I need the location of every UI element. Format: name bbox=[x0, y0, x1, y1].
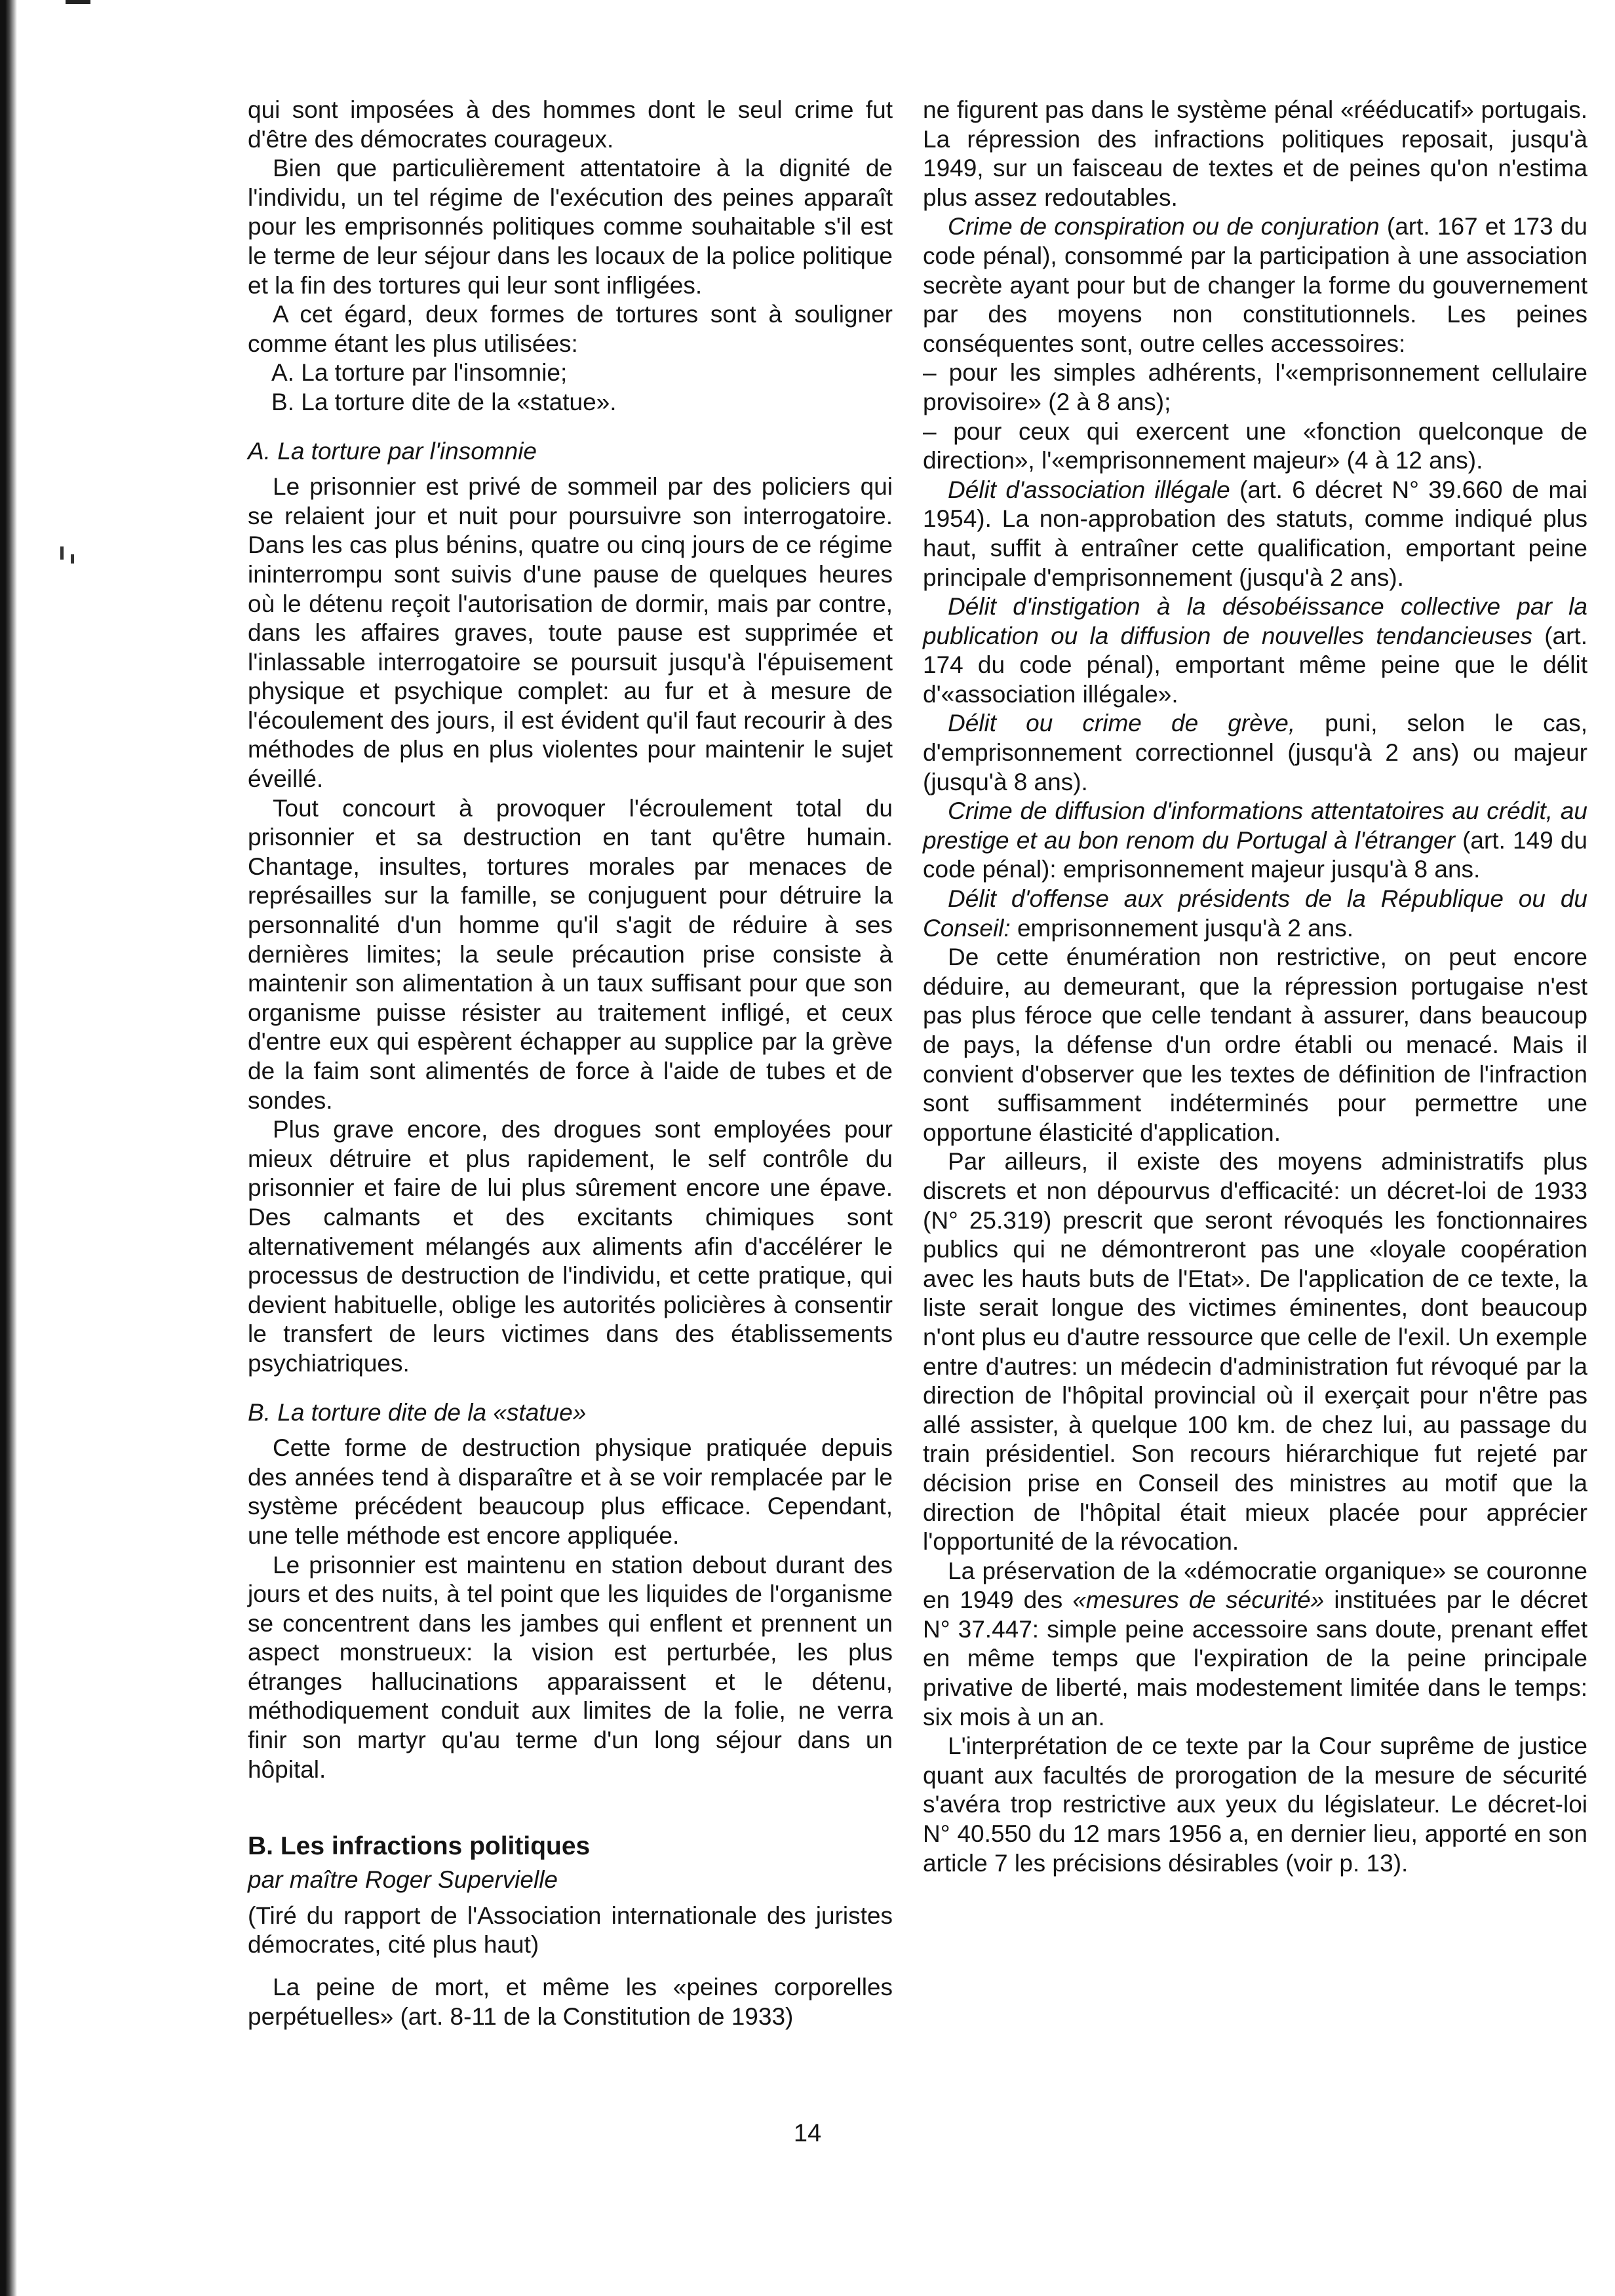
paragraph bbox=[923, 709, 1587, 797]
paragraph: Le prisonnier est privé de sommeil par des policiers qui se relaient jour et nuit pour poursuivre son interrogatoire. Dans les cas plus bénins, quatre ou cinq jours de ce régime ininterrompu sont suivis d'une pause de quelques heures où le détenu reçoit l'autorisation de dormir, mais par contre, dans les affaires graves, toute pause est supprimée et l'inlassable interrogatoire se poursuit jusqu'à l'épuisement physique et psychique complet: au fur et à mesure de l'écoulement des jours, il est évident qu'il faut recourir à des méthodes de plus en plus violentes pour maintenir le sujet éveillé. bbox=[248, 473, 893, 793]
paragraph bbox=[923, 476, 1587, 592]
offense-name: Délit d'instigation à la désobéissance collective par la publication ou la diffusion de nouvelles tendancieuses bbox=[923, 593, 1587, 649]
paragraph: Tout concourt à provoquer l'écroulement total du prisonnier et sa destruction en tant qu'être humain. Chantage, insultes, tortures morales par menaces de représailles sur la famille, se conjuguent pour détruire la personnalité d'un homme qu'il s'agit de réduire à ses dernières limites; la seule précaution prise consiste à maintenir son alimentation à un taux suffisant pour que son organisme puisse résister au traitement infligé, et ceux d'entre eux qui espèrent échapper au supplice par la grève de la faim sont alimentés de force à l'aide de tubes et de sondes. bbox=[248, 794, 893, 1114]
paragraph-text: La préservation de la «démocratie organique» se couronne en 1949 des bbox=[923, 1557, 1587, 1614]
emphasis: «mesures de sécurité» bbox=[1072, 1586, 1325, 1614]
paragraph: La peine de mort, et même les «peines corporelles perpétuelles» (art. 8-11 de la Constitution de 1933) bbox=[248, 1974, 893, 2030]
binding-edge bbox=[0, 0, 17, 2296]
paragraph bbox=[923, 212, 1587, 358]
paragraph bbox=[923, 797, 1587, 885]
subsection-heading: B. La torture dite de la «statue» bbox=[248, 1398, 587, 1426]
paragraph-text: (art. 174 du code pénal), emportant même peine que le délit d'«association illégale». bbox=[923, 622, 1587, 708]
paragraph-text: (art. 6 décret N° 39.660 de mai 1954). La non-approbation des statuts, comme indiqué plus haut, suffit à entraîner cette qualification, emportant peine principale d'emprisonnement (jusqu'à 2 ans). bbox=[923, 476, 1587, 591]
list-item: A. La torture par l'insomnie; bbox=[271, 359, 568, 387]
offense-name: Délit d'association illégale bbox=[948, 476, 1230, 503]
paragraph-text: emprisonnement jusqu'à 2 ans. bbox=[1010, 914, 1353, 942]
paragraph: qui sont imposées à des hommes dont le seul crime fut d'être des démocrates courageux. bbox=[248, 96, 893, 153]
offense-name: Crime de conspiration ou de conjuration bbox=[948, 213, 1380, 240]
offense-name: Crime de diffusion d'informations attentatoires au crédit, au prestige et au bon renom du Portugal à l'étranger bbox=[923, 797, 1587, 854]
source-note: (Tiré du rapport de l'Association internationale des juristes démocrates, cité plus haut) bbox=[248, 1902, 893, 1959]
binding-mark bbox=[60, 546, 64, 560]
corner-mark bbox=[66, 0, 90, 4]
paragraph: A cet égard, deux formes de tortures sont à souligner comme étant les plus utilisées: bbox=[248, 301, 893, 357]
offense-name: Délit ou crime de grève, bbox=[948, 710, 1296, 737]
paragraph: Cette forme de destruction physique pratiquée depuis des années tend à disparaître et à se voir remplacée par le système précédent beaucoup plus efficace. Cependant, une telle méthode est encore appliquée. bbox=[248, 1434, 893, 1549]
right-column bbox=[923, 96, 1587, 1878]
byline: par maître Roger Supervielle bbox=[248, 1866, 558, 1894]
subsection-heading: A. La torture par l'insomnie bbox=[248, 437, 537, 465]
paragraph-text: puni, selon le cas, d'emprisonnement correctionnel (jusqu'à 2 ans) ou majeur (jusqu'à 8 ans). bbox=[923, 710, 1587, 795]
paragraph: Plus grave encore, des drogues sont employées pour mieux détruire et plus rapidement, le self contrôle du prisonnier et faire de lui plus sûrement encore une épave. Des calmants et des excitants chimiques sont alternativement mélangés aux aliments afin d'accélérer le processus de destruction de l'individu, et cette pratique, qui devient habituelle, oblige les autorités policières à consentir le transfert de leurs victimes dans des établissements psychiatriques. bbox=[248, 1116, 893, 1377]
paragraph: De cette énumération non restrictive, on peut encore déduire, au demeurant, que la répression portugaise n'est pas plus féroce que celle tendant à assurer, dans beaucoup de pays, la défense d'un ordre établi ou menacé. Mais il convient d'observer que les textes de définition de l'infraction sont suffisamment indéterminés pour permettre une opportune élasticité d'application. bbox=[923, 944, 1587, 1146]
paragraph-text: instituées par le décret N° 37.447: simple peine accessoire sans doute, prenant effet en même temps que l'expiration de la peine principale privative de liberté, mais modestement limitée dans le temps: six mois à un an. bbox=[923, 1586, 1587, 1731]
binding-mark bbox=[71, 554, 74, 564]
paragraph: L'interprétation de ce texte par la Cour suprême de justice quant aux facultés de prorogation de la mesure de sécurité s'avéra trop restrictive aux yeux du législateur. Le décret-loi N° 40.550 du 12 mars 1956 a, en dernier lieu, apporté en son article 7 les précisions désirables (voir p. 13). bbox=[923, 1732, 1587, 1877]
paragraph: ne figurent pas dans le système pénal «rééducatif» portugais. La répression des infractions politiques reposait, jusqu'à 1949, sur un faisceau de textes et de peines qu'on n'estima plus assez redoutables. bbox=[923, 96, 1587, 211]
left-column bbox=[248, 96, 893, 2031]
paragraph bbox=[923, 1557, 1587, 1732]
paragraph bbox=[923, 885, 1587, 943]
paragraph: Bien que particulièrement attentatoire à la dignité de l'individu, un tel régime de l'exécution des peines apparaît pour les emprisonnés politiques comme souhaitable s'il est le terme de leur séjour dans les locaux de la police politique et la fin des tortures qui leur sont infligées. bbox=[248, 155, 893, 299]
offense-name: Délit d'offense aux présidents de la République ou du Conseil: bbox=[923, 885, 1587, 942]
page-number: 14 bbox=[793, 2120, 822, 2147]
list-item: – pour les simples adhérents, l'«emprisonnement cellulaire provisoire» (2 à 8 ans); bbox=[923, 359, 1587, 415]
paragraph-text: (art. 149 du code pénal): emprisonnement majeur jusqu'à 8 ans. bbox=[923, 826, 1587, 883]
list-item: B. La torture dite de la «statue». bbox=[271, 388, 617, 415]
paragraph-text: (art. 167 et 173 du code pénal), consommé par la participation à une association secrète ayant pour but de changer la forme du gouvernement par des moyens non constitutionnels. Les peines conséquentes sont, outre celles accessoires: bbox=[923, 213, 1587, 357]
section-title: B. Les infractions politiques bbox=[248, 1832, 591, 1861]
paragraph: Par ailleurs, il existe des moyens administratifs plus discrets et non dépourvus d'efficacité: un décret-loi de 1933 (N° 25.319) prescrit que seront révoqués les fonctionnaires publics qui ne démontreront pas une «loyale coopération avec les hauts buts de l'Etat». De l'application de ce texte, la liste serait longue des victimes éminentes, dont beaucoup n'ont plus eu d'autre ressource que celle de l'exil. Un exemple entre d'autres: un médecin d'administration fut révoqué par la direction de l'hôpital provincial où il exerçait pour n'être pas allé assister, à quelque 100 km. de chez lui, au passage du train présidentiel. Son recours hiérarchique fut rejeté par décision prise en Conseil des ministres au motif que la direction de l'hôpital était mieux placée pour apprécier l'opportunité de la révocation. bbox=[923, 1148, 1587, 1556]
list-item: – pour ceux qui exercent une «fonction quelconque de direction», l'«emprisonnement majeur» (4 à 12 ans). bbox=[923, 417, 1587, 474]
paragraph: Le prisonnier est maintenu en station debout durant des jours et des nuits, à tel point que les liquides de l'organisme se concentrent dans les jambes qui enflent et prennent un aspect monstrueux: la vision est perturbée, les plus étranges hallucinations apparaissent et le détenu, méthodiquement conduit aux limites de la folie, ne verra finir son martyr qu'au terme d'un long séjour dans un hôpital. bbox=[248, 1551, 893, 1783]
paragraph bbox=[923, 592, 1587, 709]
